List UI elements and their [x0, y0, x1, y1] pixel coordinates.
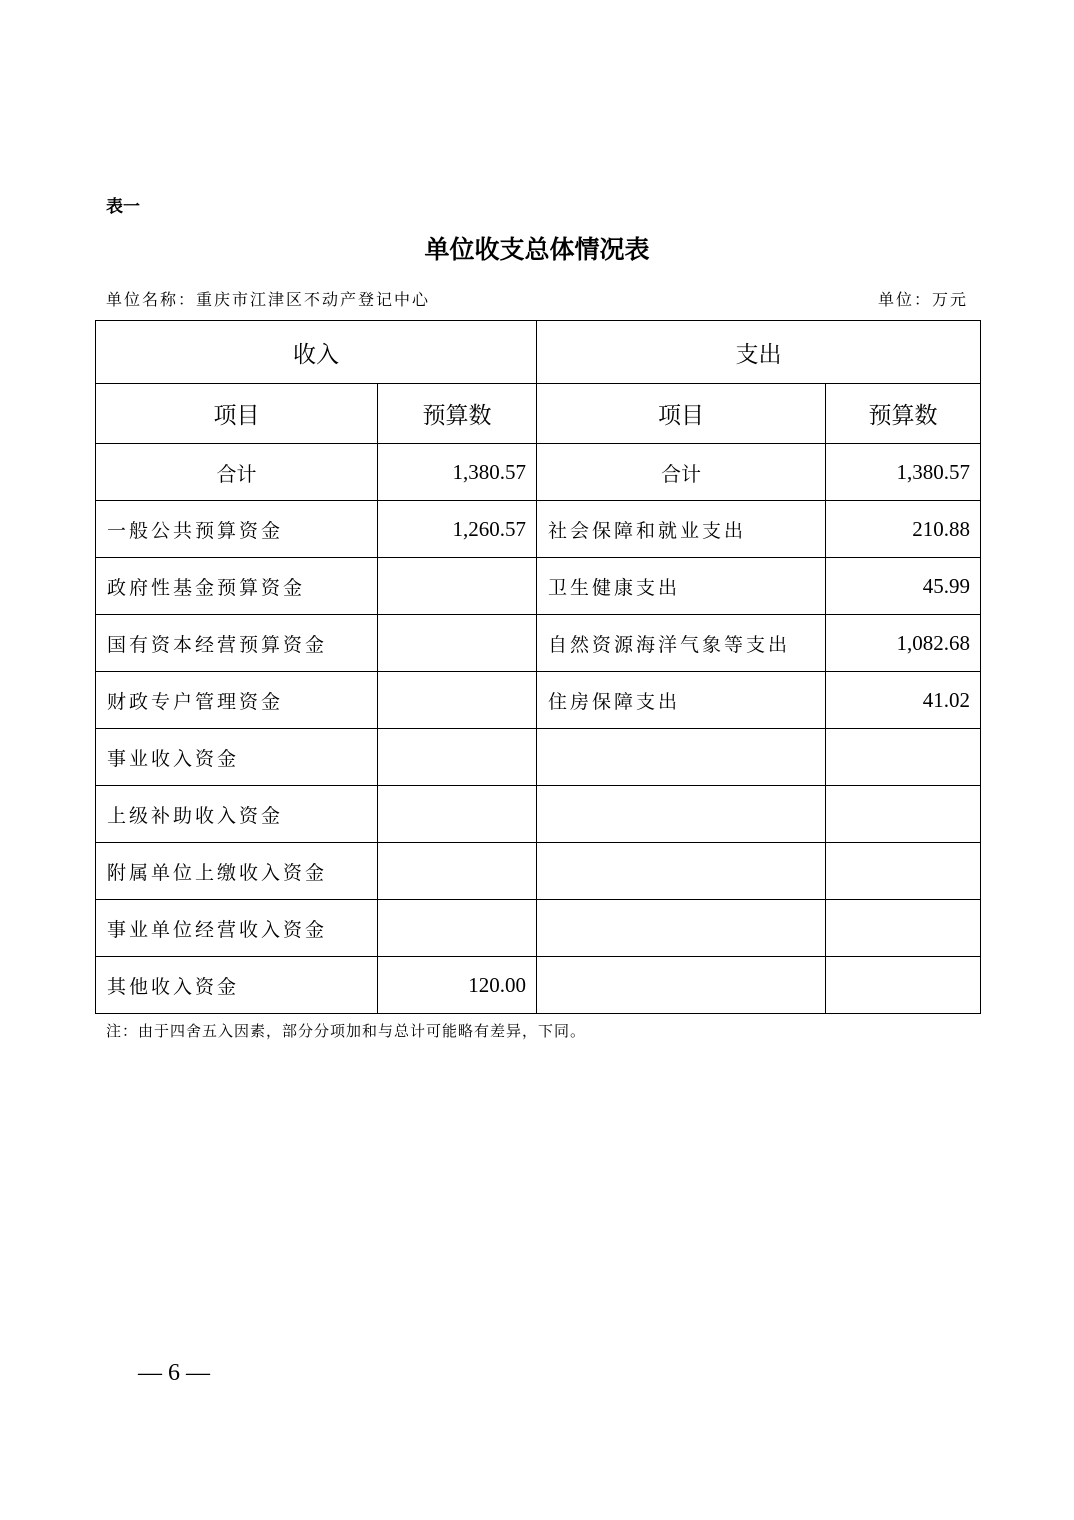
expense-amount: 210.88 [826, 501, 981, 558]
income-total-amount: 1,380.57 [378, 444, 537, 501]
income-amount [378, 615, 537, 672]
unit-name: 单位名称：重庆市江津区不动产登记中心 [106, 290, 431, 309]
income-item: 政府性基金预算资金 [96, 558, 378, 615]
income-amount: 1,260.57 [378, 501, 537, 558]
table-row [96, 786, 981, 843]
table-row [96, 615, 981, 672]
income-item: 事业收入资金 [96, 729, 378, 786]
income-budget-header: 预算数 [378, 384, 537, 444]
expense-amount: 45.99 [826, 558, 981, 615]
footnote: 注：由于四舍五入因素，部分分项加和与总计可能略有差异，下同。 [106, 1022, 587, 1040]
expense-item: 自然资源海洋气象等支出 [537, 615, 826, 672]
income-item: 其他收入资金 [96, 957, 378, 1014]
income-amount [378, 900, 537, 957]
table-row [96, 729, 981, 786]
table-row [96, 843, 981, 900]
expense-total-amount: 1,380.57 [826, 444, 981, 501]
income-total-label: 合计 [96, 444, 378, 501]
total-row [96, 444, 981, 501]
income-header: 收入 [96, 321, 537, 384]
income-item: 附属单位上缴收入资金 [96, 843, 378, 900]
table-row [96, 558, 981, 615]
expense-total-label: 合计 [537, 444, 826, 501]
income-item: 事业单位经营收入资金 [96, 900, 378, 957]
column-header-row [96, 384, 981, 444]
unit-label: 单位：万元 [877, 290, 968, 309]
expense-item: 卫生健康支出 [537, 558, 826, 615]
expense-amount: 1,082.68 [826, 615, 981, 672]
table-row [96, 672, 981, 729]
expense-amount [826, 957, 981, 1014]
expense-amount [826, 900, 981, 957]
income-amount [378, 558, 537, 615]
section-header-row [96, 321, 981, 384]
income-item: 上级补助收入资金 [96, 786, 378, 843]
expense-item-header: 项目 [537, 384, 826, 444]
expense-item [537, 900, 826, 957]
table-row [96, 501, 981, 558]
page-title: 单位收支总体情况表 [424, 235, 650, 264]
expense-budget-header: 预算数 [826, 384, 981, 444]
expense-item: 社会保障和就业支出 [537, 501, 826, 558]
expense-item [537, 843, 826, 900]
income-amount [378, 729, 537, 786]
expense-item [537, 957, 826, 1014]
income-amount [378, 672, 537, 729]
table-row [96, 900, 981, 957]
expense-item: 住房保障支出 [537, 672, 826, 729]
expense-amount [826, 786, 981, 843]
expense-amount: 41.02 [826, 672, 981, 729]
page-number: — 6 — [138, 1360, 210, 1386]
income-item-header: 项目 [96, 384, 378, 444]
income-item: 国有资本经营预算资金 [96, 615, 378, 672]
expense-item [537, 786, 826, 843]
income-item: 财政专户管理资金 [96, 672, 378, 729]
expense-amount [826, 843, 981, 900]
table-row [96, 957, 981, 1014]
income-amount [378, 843, 537, 900]
expense-amount [826, 729, 981, 786]
expense-header: 支出 [537, 321, 981, 384]
income-amount: 120.00 [378, 957, 537, 1014]
income-item: 一般公共预算资金 [96, 501, 378, 558]
table-label: 表一 [106, 197, 140, 217]
income-amount [378, 786, 537, 843]
expense-item [537, 729, 826, 786]
budget-table [95, 320, 981, 1014]
